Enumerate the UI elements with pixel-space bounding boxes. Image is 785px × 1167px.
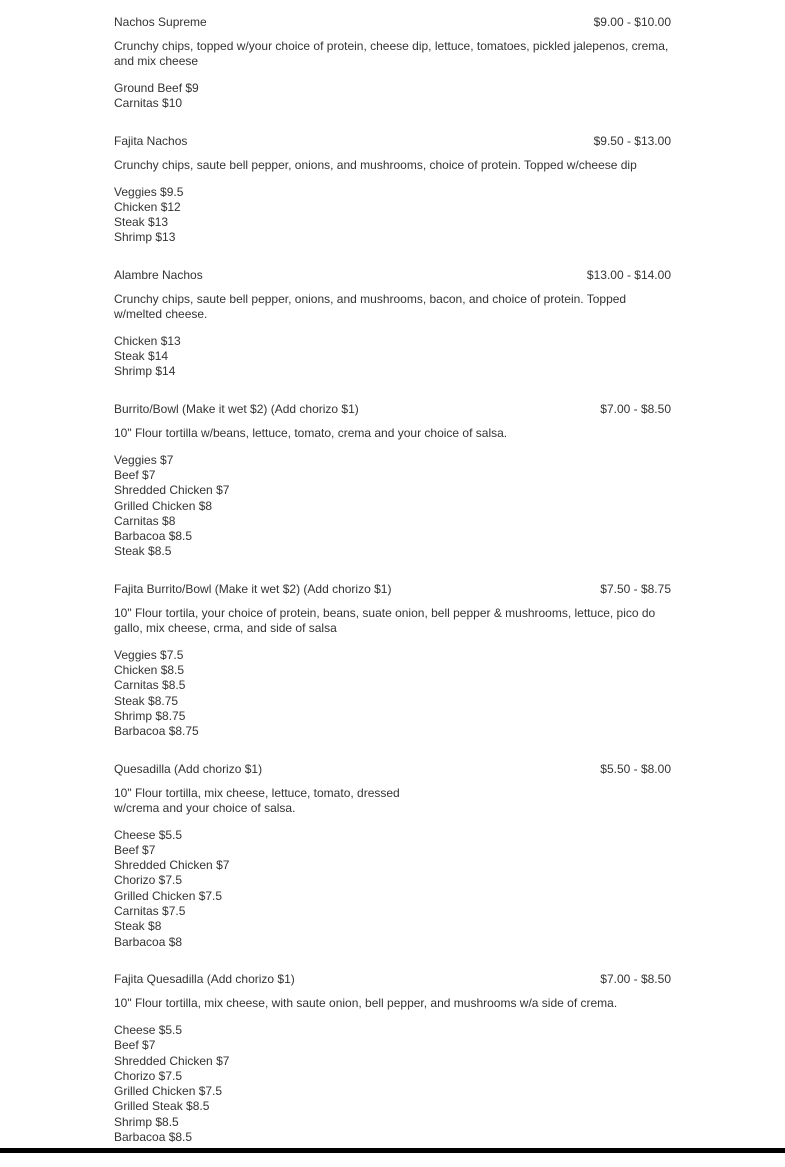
option: Beef $7	[114, 1038, 156, 1053]
option: Grilled Chicken $7.5	[114, 888, 223, 903]
item-description: 10" Flour tortilla, mix cheese, lettuce, tomato, dressed w/crema and your choice of salsa.	[114, 785, 400, 815]
option: Carnitas $10	[114, 96, 183, 111]
item-name: Nachos Supreme	[114, 15, 207, 29]
item-description: 10" Flour tortilla w/beans, lettuce, tomato, crema and your choice of salsa.	[114, 425, 508, 440]
item-description: Crunchy chips, saute bell pepper, onions, and mushrooms, bacon, and choice of protein. Topped w/melted cheese.	[114, 291, 627, 321]
item-header	[114, 134, 671, 148]
item-header	[114, 762, 671, 776]
menu-item-nachos-supreme[interactable]	[114, 15, 671, 112]
item-price: $7.50 - $8.75	[600, 581, 671, 596]
option: Shredded Chicken $7	[114, 483, 230, 498]
option: Chorizo $7.5	[114, 1068, 183, 1083]
option: Chicken $12	[114, 199, 181, 214]
item-header	[114, 15, 671, 29]
menu-item-fajita-quesadilla[interactable]	[114, 972, 671, 1145]
item-options	[114, 828, 671, 950]
item-header	[114, 972, 671, 986]
item-name: Fajita Burrito/Bowl (Make it wet $2) (Add chorizo $1)	[114, 581, 392, 596]
option: Barbacoa $8.75	[114, 724, 199, 739]
option: Ground Beef $9	[114, 81, 199, 95]
option: Chicken $13	[114, 333, 181, 348]
option: Cheese $5.5	[114, 1022, 183, 1037]
option: Steak $14	[114, 349, 169, 364]
item-price: $9.00 - $10.00	[593, 15, 671, 29]
item-options	[114, 453, 671, 560]
item-header	[114, 582, 671, 596]
item-header	[114, 402, 671, 416]
option: Beef $7	[114, 842, 156, 857]
option: Grilled Steak $8.5	[114, 1099, 210, 1114]
item-name: Burrito/Bowl (Make it wet $2) (Add chorizo $1)	[114, 401, 359, 416]
option: Carnitas $8	[114, 513, 176, 528]
item-options	[114, 1023, 671, 1145]
item-price: $5.50 - $8.00	[600, 761, 671, 776]
item-name: Fajita Quesadilla (Add chorizo $1)	[114, 971, 295, 986]
item-options	[114, 185, 671, 246]
item-description: 10" Flour tortilla, mix cheese, with saute onion, bell pepper, and mushrooms w/a side of crema.	[114, 995, 618, 1010]
item-options	[114, 648, 671, 740]
item-description: 10" Flour tortila, your choice of protein, beans, suate onion, bell pepper & mushrooms, lettuce, pico do gallo, mix cheese, crma, and side of salsa	[114, 605, 656, 635]
option: Steak $8.75	[114, 693, 179, 708]
option: Barbacoa $8.5	[114, 529, 193, 544]
menu-item-burrito-bowl[interactable]	[114, 402, 671, 560]
option: Veggies $9.5	[114, 184, 184, 199]
item-name: Quesadilla (Add chorizo $1)	[114, 761, 263, 776]
option: Cheese $5.5	[114, 827, 183, 842]
option: Barbacoa $8	[114, 934, 183, 949]
item-price: $9.50 - $13.00	[593, 133, 671, 148]
option: Chorizo $7.5	[114, 873, 183, 888]
item-header	[114, 268, 671, 282]
item-description: Crunchy chips, saute bell pepper, onions, and mushrooms, choice of protein. Topped w/cheese dip	[114, 157, 637, 172]
option: Chicken $8.5	[114, 663, 185, 678]
option: Shrimp $14	[114, 364, 176, 379]
item-options	[114, 334, 671, 380]
option: Steak $8	[114, 919, 162, 934]
menu-list	[114, 15, 671, 1167]
item-options	[114, 81, 671, 112]
option: Shrimp $8.75	[114, 708, 186, 723]
option: Barbacoa $8.5	[114, 1129, 193, 1144]
option: Shredded Chicken $7	[114, 858, 230, 873]
option: Shrimp $13	[114, 230, 176, 245]
menu-item-fajita-nachos[interactable]	[114, 134, 671, 246]
menu-item-fajita-burrito-bowl[interactable]	[114, 582, 671, 740]
item-description: Crunchy chips, topped w/your choice of protein, cheese dip, lettuce, tomatoes, pickled jalepenos, crema, and mix cheese	[114, 39, 669, 68]
item-price: $7.00 - $8.50	[600, 401, 671, 416]
option: Carnitas $8.5	[114, 678, 186, 693]
option: Shredded Chicken $7	[114, 1053, 230, 1068]
bottom-bar	[0, 1148, 785, 1153]
item-price: $7.00 - $8.50	[600, 971, 671, 986]
menu-item-alambre-nachos[interactable]	[114, 268, 671, 380]
option: Steak $8.5	[114, 544, 172, 559]
option: Beef $7	[114, 467, 156, 482]
item-name: Fajita Nachos	[114, 133, 188, 148]
option: Steak $13	[114, 215, 169, 230]
option: Carnitas $7.5	[114, 904, 186, 919]
option: Veggies $7	[114, 452, 174, 467]
option: Grilled Chicken $8	[114, 498, 213, 513]
item-price: $13.00 - $14.00	[586, 267, 671, 282]
menu-item-quesadilla[interactable]	[114, 762, 671, 950]
option: Shrimp $8.5	[114, 1114, 179, 1129]
option: Grilled Chicken $7.5	[114, 1084, 223, 1099]
item-name: Alambre Nachos	[114, 267, 203, 282]
option: Veggies $7.5	[114, 647, 184, 662]
